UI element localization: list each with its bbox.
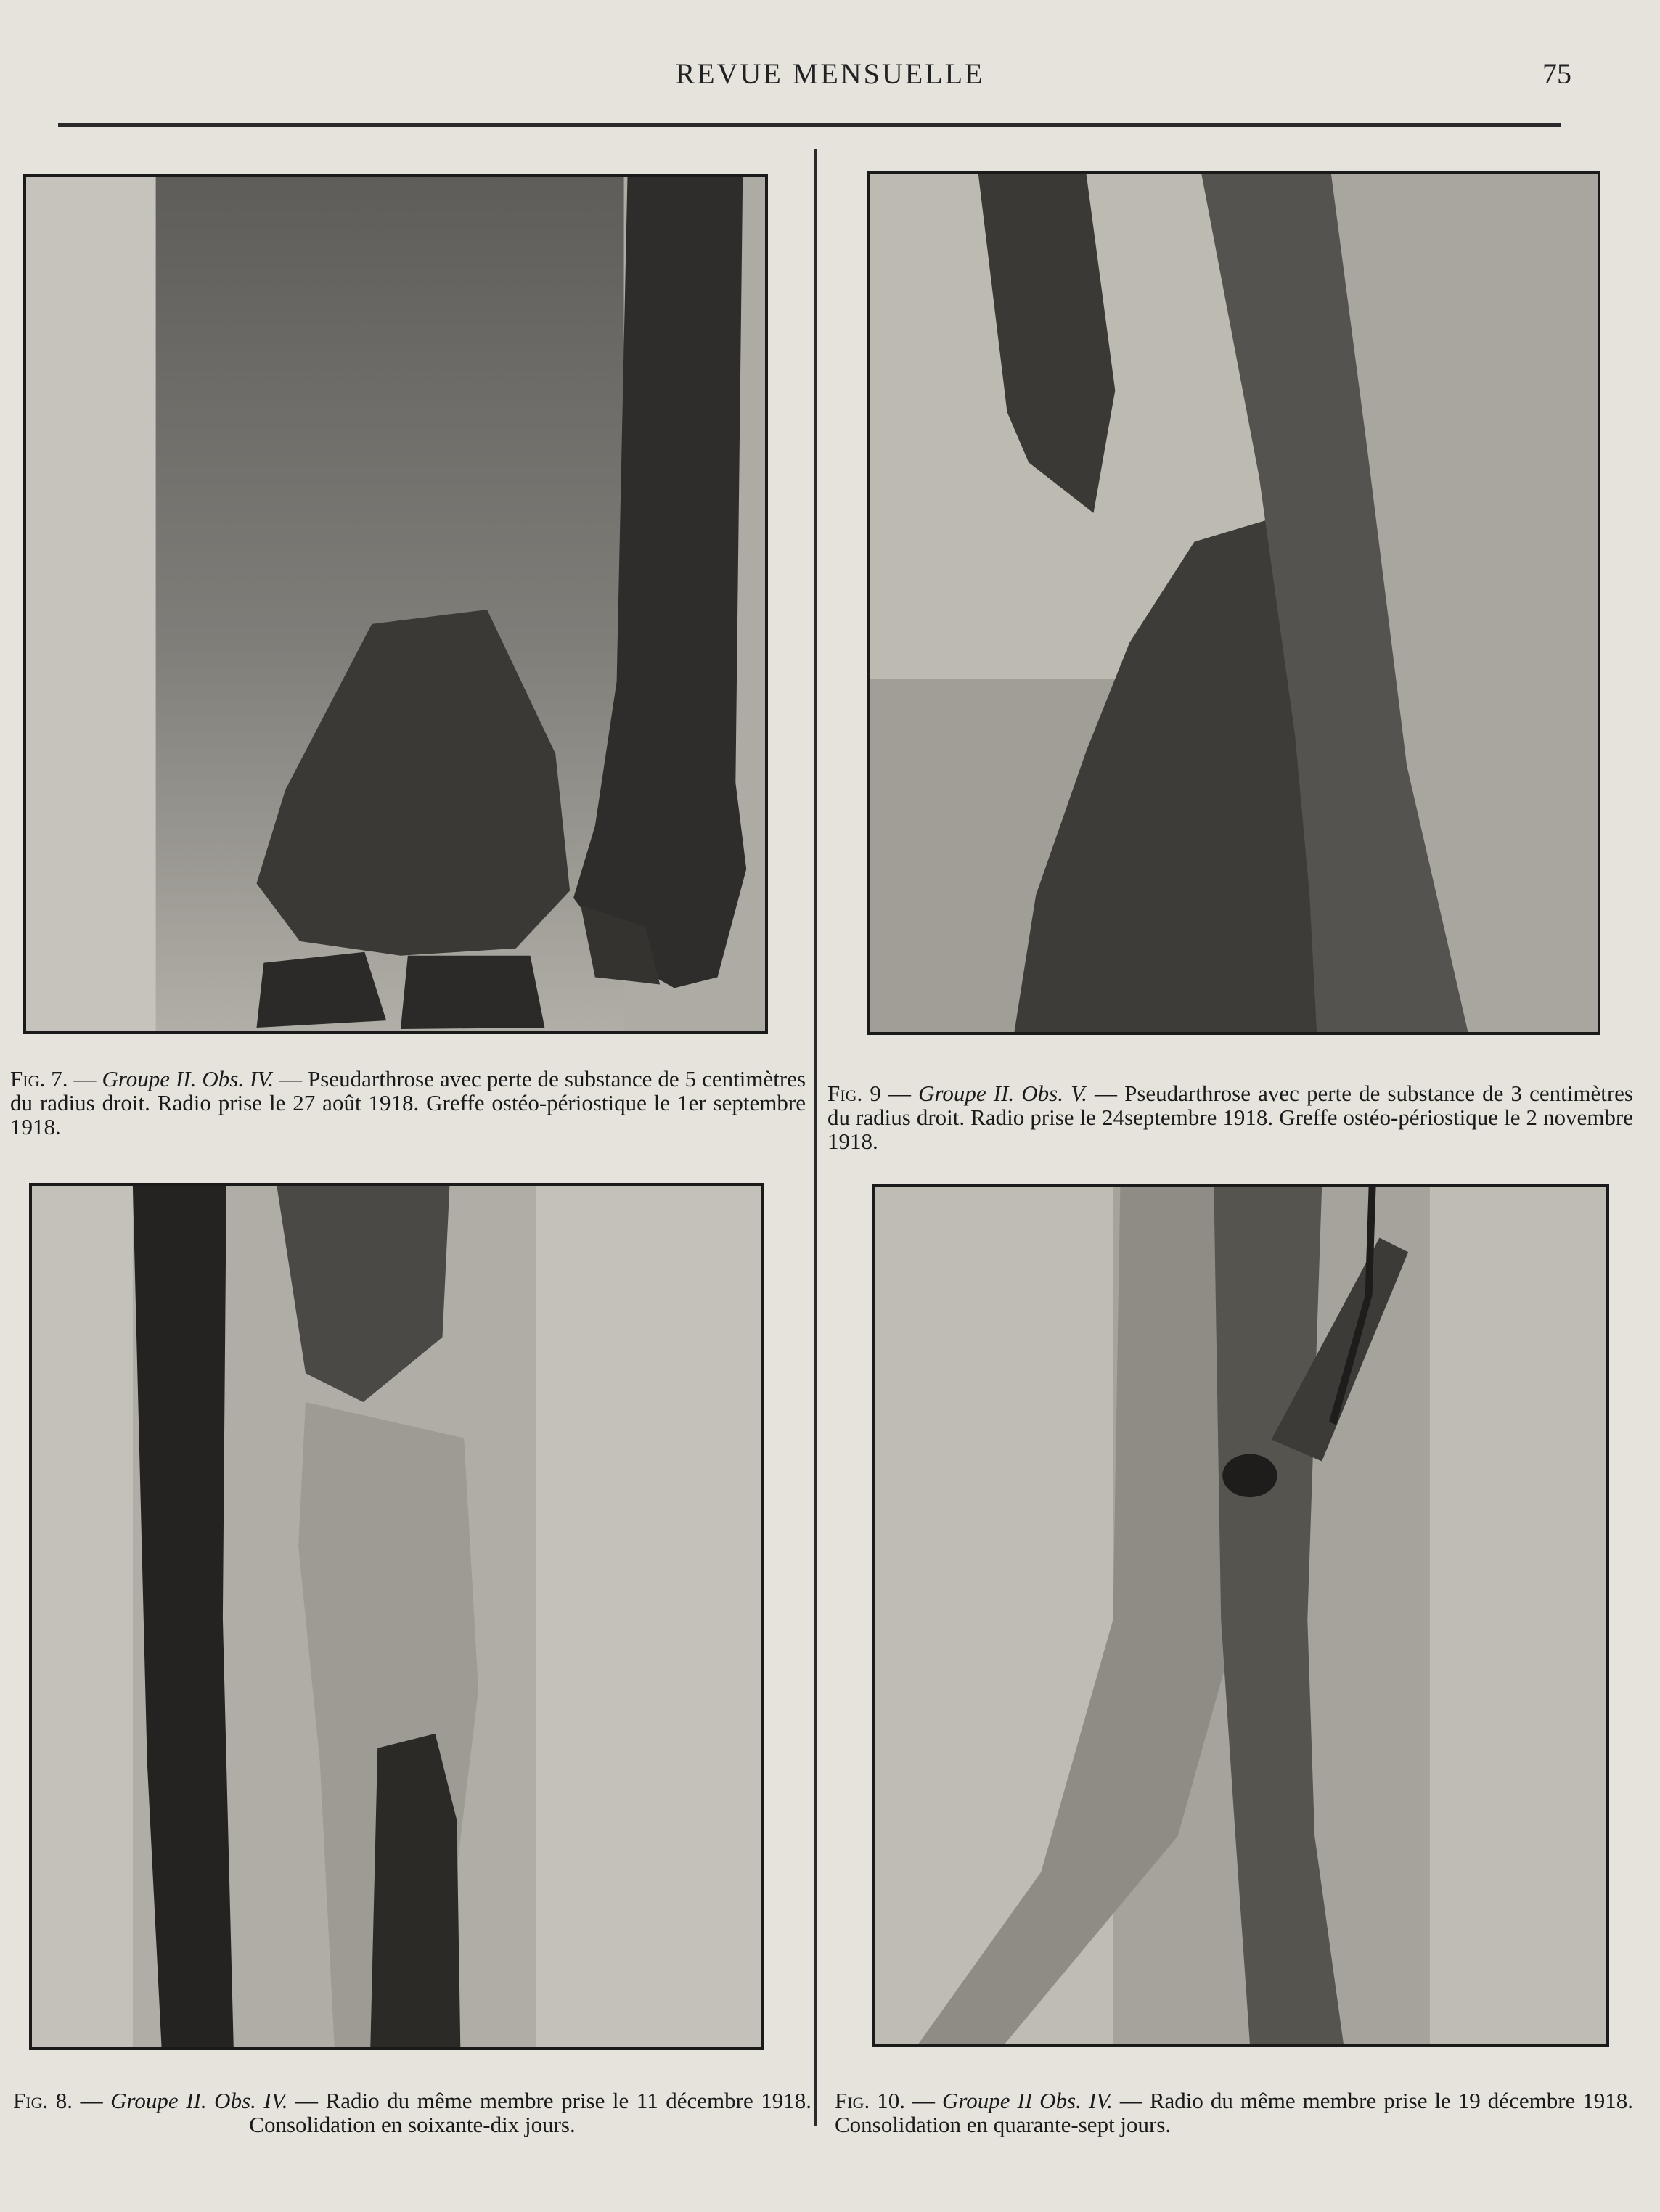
figure-10-caption: Fig. 10. — Groupe II Obs. IV. — Radio du même membre prise le 19 décembre 1918. Consolidation en quarante-sept jours. bbox=[835, 2088, 1634, 2137]
column-divider bbox=[814, 149, 817, 2126]
page-number: 75 bbox=[1542, 57, 1571, 90]
figure-8-label: Fig. 8. bbox=[13, 2088, 73, 2113]
figure-10-radiograph bbox=[872, 1184, 1609, 2047]
figure-8-radiograph bbox=[29, 1183, 764, 2050]
figure-9-label: Fig. 9 bbox=[827, 1081, 881, 1106]
figure-9-caption-text: Pseudarthrose avec perte de substance de 3 centimètres du radius droit. Radio prise le 24septembre 1918. Greffe ostéo-périostique le 2 novembre 1918. bbox=[827, 1081, 1633, 1154]
figure-8-caption-text: Radio du même membre prise le 11 décembre 1918. Consolidation en soixante-dix jours. bbox=[249, 2088, 812, 2137]
figure-10-section: Groupe II Obs. IV. bbox=[941, 2088, 1113, 2113]
figure-7-caption-text: Pseudarthrose avec perte de substance de 5 centimètres du radius droit. Radio prise le 27 août 1918. Greffe ostéo-périostique le 1er septembre 1918. bbox=[10, 1066, 806, 1139]
header-rule bbox=[58, 123, 1561, 127]
figure-7-label: Fig. 7. bbox=[10, 1066, 68, 1091]
figure-9-caption: Fig. 9 — Groupe II. Obs. V. — Pseudarthrose avec perte de substance de 3 centimètres du radius droit. Radio prise le 24septembre 1918. Greffe ostéo-périostique le 2 novembre 1918. bbox=[827, 1081, 1633, 1154]
figure-10-label: Fig. 10. bbox=[835, 2088, 905, 2113]
figure-9-radiograph bbox=[867, 171, 1600, 1035]
figure-7-radiograph bbox=[23, 174, 768, 1034]
figure-8-caption: Fig. 8. — Groupe II. Obs. IV. — Radio du même membre prise le 11 décembre 1918. Consolidation en soixante-dix jours. bbox=[13, 2088, 812, 2137]
figure-7-caption: Fig. 7. — Groupe II. Obs. IV. — Pseudarthrose avec perte de substance de 5 centimètres du radius droit. Radio prise le 27 août 1918. Greffe ostéo-périostique le 1er septembre 1918. bbox=[10, 1066, 806, 1139]
running-header: REVUE MENSUELLE bbox=[675, 57, 985, 90]
figure-7-section: Groupe II. Obs. IV. bbox=[102, 1066, 274, 1091]
figure-10-caption-text: Radio du même membre prise le 19 décembre 1918. Consolidation en quarante-sept jours. bbox=[835, 2088, 1634, 2137]
figure-8-section: Groupe II. Obs. IV. bbox=[110, 2088, 288, 2113]
figure-9-section: Groupe II. Obs. V. bbox=[918, 1081, 1087, 1106]
